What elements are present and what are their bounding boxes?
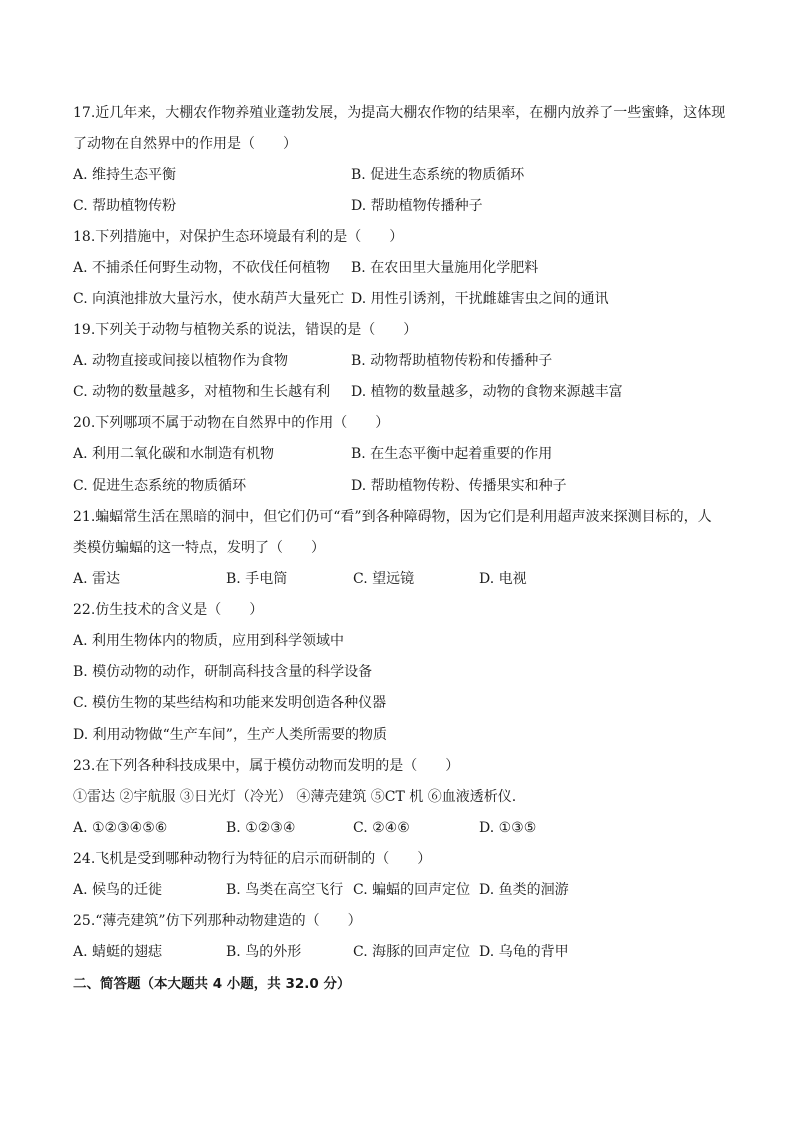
question-17-option-a[interactable]: A. 维持生态平衡	[73, 167, 177, 183]
question-24-options-row	[73, 880, 753, 900]
question-19-option-b[interactable]: B. 动物帮助植物传粉和传播种子	[351, 353, 553, 369]
question-25-option-b[interactable]: B. 鸟的外形	[226, 944, 302, 960]
question-19-options-row-2	[73, 382, 753, 402]
question-20-option-b[interactable]: B. 在生态平衡中起着重要的作用	[351, 446, 553, 462]
question-25-option-c[interactable]: C. 海豚的回声定位	[353, 944, 471, 960]
question-22-option-b[interactable]: B. 模仿动物的动作，研制高科技含量的科学设备	[73, 664, 373, 680]
question-20-option-d[interactable]: D. 帮助植物传粉、传播果实和种子	[351, 478, 567, 494]
question-22-option-a[interactable]: A. 利用生物体内的物质，应用到科学领域中	[73, 633, 345, 649]
question-23-stem-line-1: 23.在下列各种科技成果中，属于模仿动物而发明的是（ ）	[73, 758, 460, 774]
question-19-option-d[interactable]: D. 植物的数量越多，动物的食物来源越丰富	[351, 384, 623, 400]
question-19-option-c[interactable]: C. 动物的数量越多，对植物和生长越有利	[73, 384, 331, 400]
question-19-stem: 19.下列关于动物与植物关系的说法，错误的是（ ）	[73, 322, 418, 338]
question-23-stem-line-2: ①雷达 ②宇航服 ③日光灯（冷光） ④薄壳建筑 ⑤CT 机 ⑥血液透析仪.	[73, 789, 517, 805]
question-18-option-b[interactable]: B. 在农田里大量施用化学肥料	[351, 260, 539, 276]
question-25-stem: 25.“薄壳建筑”仿下列那种动物建造的（ ）	[73, 913, 362, 929]
question-17-stem-line-2: 了动物在自然界中的作用是（ ）	[73, 136, 297, 152]
question-21-option-a[interactable]: A. 雷达	[73, 571, 121, 587]
question-21-option-d[interactable]: D. 电视	[479, 571, 527, 587]
question-21-option-b[interactable]: B. 手电筒	[226, 571, 288, 587]
question-20-options-row-1	[73, 444, 753, 464]
question-24-stem: 24.飞机是受到哪种动物行为特征的启示而研制的（ ）	[73, 851, 432, 867]
question-24-option-a[interactable]: A. 候鸟的迁徙	[73, 882, 163, 898]
question-17-option-d[interactable]: D. 帮助植物传播种子	[351, 198, 483, 214]
question-21-option-c[interactable]: C. 望远镜	[353, 571, 415, 587]
question-18-options-row-2	[73, 289, 753, 309]
question-24-option-d[interactable]: D. 鱼类的洄游	[479, 882, 569, 898]
question-20-options-row-2	[73, 476, 753, 496]
question-24-option-c[interactable]: C. 蝙蝠的回声定位	[353, 882, 471, 898]
question-20-option-a[interactable]: A. 利用二氧化碳和水制造有机物	[73, 446, 275, 462]
question-22-stem: 22.仿生技术的含义是（ ）	[73, 602, 264, 618]
question-17-option-c[interactable]: C. 帮助植物传粉	[73, 198, 177, 214]
question-17-options-row-2	[73, 196, 753, 216]
question-22-option-d[interactable]: D. 利用动物做“生产车间”，生产人类所需要的物质	[73, 727, 387, 743]
question-17-stem-line-1: 17.近几年来，大棚农作物养殖业蓬勃发展，为提高大棚农作物的结果率，在棚内放养了一些蜜蜂，这体现	[73, 105, 726, 121]
question-18-options-row-1	[73, 258, 753, 278]
question-23-option-c[interactable]: C. ②④⑥	[353, 820, 410, 836]
question-18-stem: 18.下列措施中，对保护生态环境最有利的是（ ）	[73, 229, 404, 245]
question-22-option-c[interactable]: C. 模仿生物的某些结构和功能来发明创造各种仪器	[73, 695, 387, 711]
question-19-option-a[interactable]: A. 动物直接或间接以植物作为食物	[73, 353, 289, 369]
question-23-option-a[interactable]: A. ①②③④⑤⑥	[73, 820, 168, 836]
question-25-options-row	[73, 942, 753, 962]
section-heading: 二、简答题（本大题共 4 小题，共 32.0 分）	[73, 976, 351, 992]
question-25-option-d[interactable]: D. 乌龟的背甲	[479, 944, 569, 960]
question-20-stem: 20.下列哪项不属于动物在自然界中的作用（ ）	[73, 415, 390, 431]
question-20-option-c[interactable]: C. 促进生态系统的物质循环	[73, 478, 247, 494]
question-21-stem-line-1: 21.蝙蝠常生活在黑暗的洞中，但它们仍可“看”到各种障碍物，因为它们是利用超声波来探测目标的，人	[73, 509, 712, 525]
question-18-option-c[interactable]: C. 向滇池排放大量污水，使水葫芦大量死亡	[73, 291, 345, 307]
question-17-options-row-1	[73, 165, 753, 185]
question-24-option-b[interactable]: B. 鸟类在高空飞行	[226, 882, 344, 898]
question-23-options-row	[73, 818, 753, 838]
question-18-option-d[interactable]: D. 用性引诱剂，干扰雌雄害虫之间的通讯	[351, 291, 609, 307]
question-23-option-b[interactable]: B. ①②③④	[226, 820, 296, 836]
question-17-option-b[interactable]: B. 促进生态系统的物质循环	[351, 167, 525, 183]
question-23-option-d[interactable]: D. ①③⑤	[479, 820, 537, 836]
question-18-option-a[interactable]: A. 不捕杀任何野生动物，不砍伐任何植物	[73, 260, 331, 276]
question-21-stem-line-2: 类模仿蝙蝠的这一特点，发明了（ ）	[73, 540, 325, 556]
question-21-options-row	[73, 569, 753, 589]
question-25-option-a[interactable]: A. 蜻蜓的翅痣	[73, 944, 163, 960]
question-19-options-row-1	[73, 351, 753, 371]
